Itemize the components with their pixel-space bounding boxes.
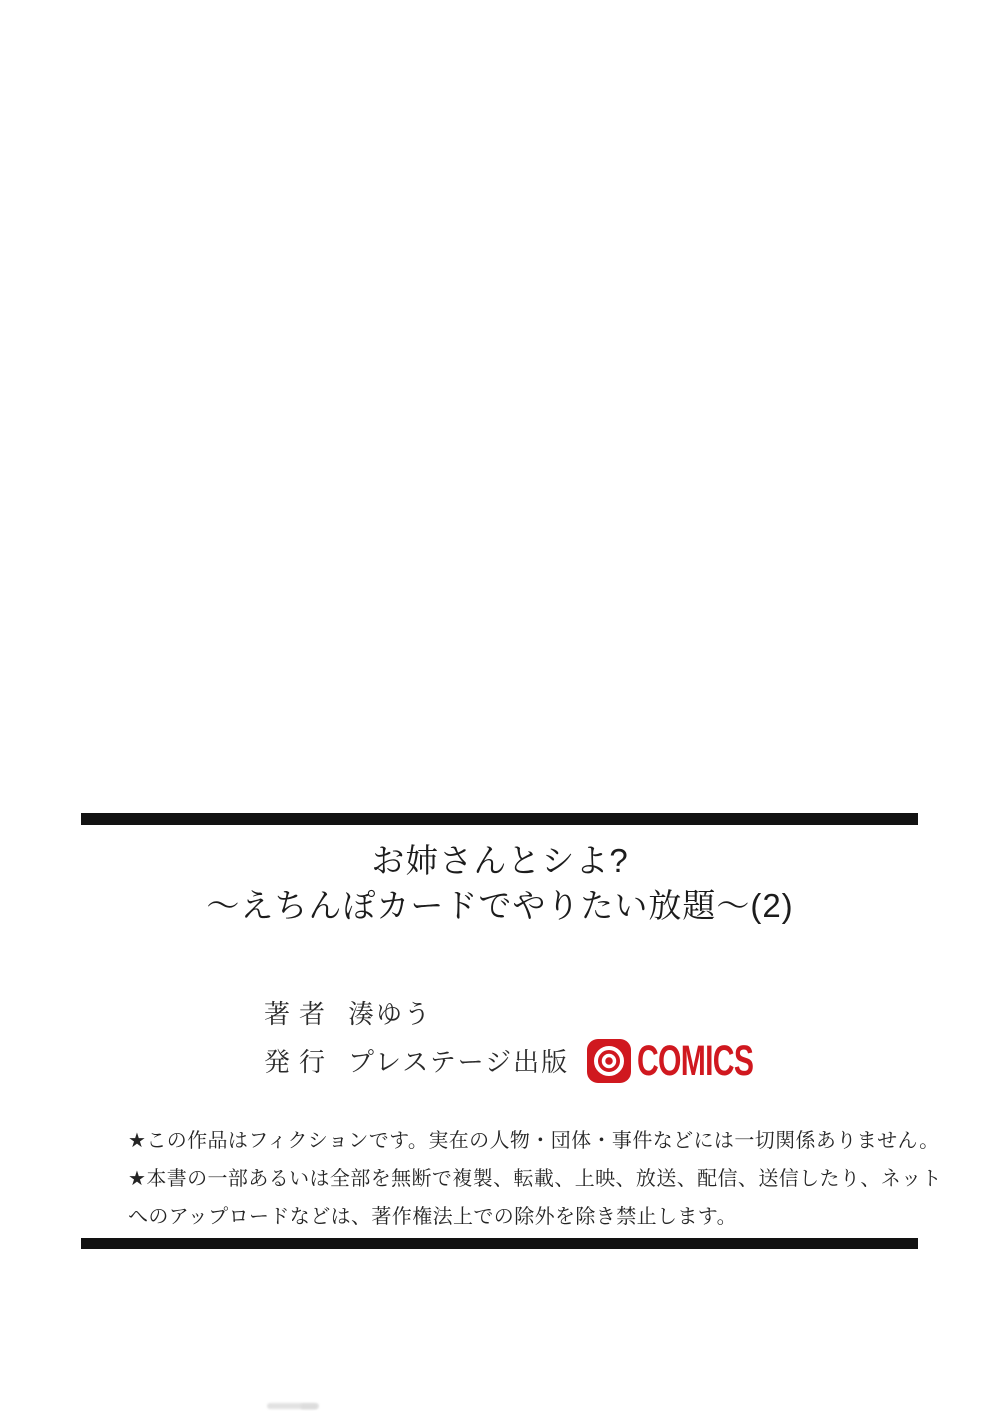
author-label: 著者 [264, 998, 335, 1029]
disclaimer [128, 1122, 942, 1236]
scan-edge-artifact-small [301, 1404, 317, 1409]
disclaimer-line3: へのアップロードなどは、著作権法上での除外を除き禁止します。 [128, 1206, 737, 1228]
book-title-line1: お姉さんとシよ? [371, 842, 629, 879]
book-title-line2: 〜えちんぽカードでやりたい放題〜(2) [206, 887, 794, 924]
publisher-label: 発行 [264, 1046, 335, 1077]
publisher-line [264, 1043, 569, 1077]
credits [264, 995, 569, 1091]
author-line [264, 995, 569, 1029]
disclaimer-line2: ★本書の一部あるいは全部を無断で複製、転載、上映、放送、配信、送信したり、ネット [128, 1168, 942, 1190]
bottom-rule [81, 1238, 918, 1249]
publisher-logo [586, 1038, 803, 1084]
author-name: 湊ゆう [348, 998, 433, 1029]
bullseye-comics-icon [586, 1038, 632, 1084]
disclaimer-line1: ★この作品はフィクションです。実在の人物・団体・事件などには一切関係ありません。 [128, 1130, 940, 1152]
top-rule [81, 813, 918, 825]
comics-logo-text: COMICS [637, 1037, 754, 1085]
book-title [0, 838, 1000, 928]
publisher-name: プレステージ出版 [348, 1046, 570, 1077]
